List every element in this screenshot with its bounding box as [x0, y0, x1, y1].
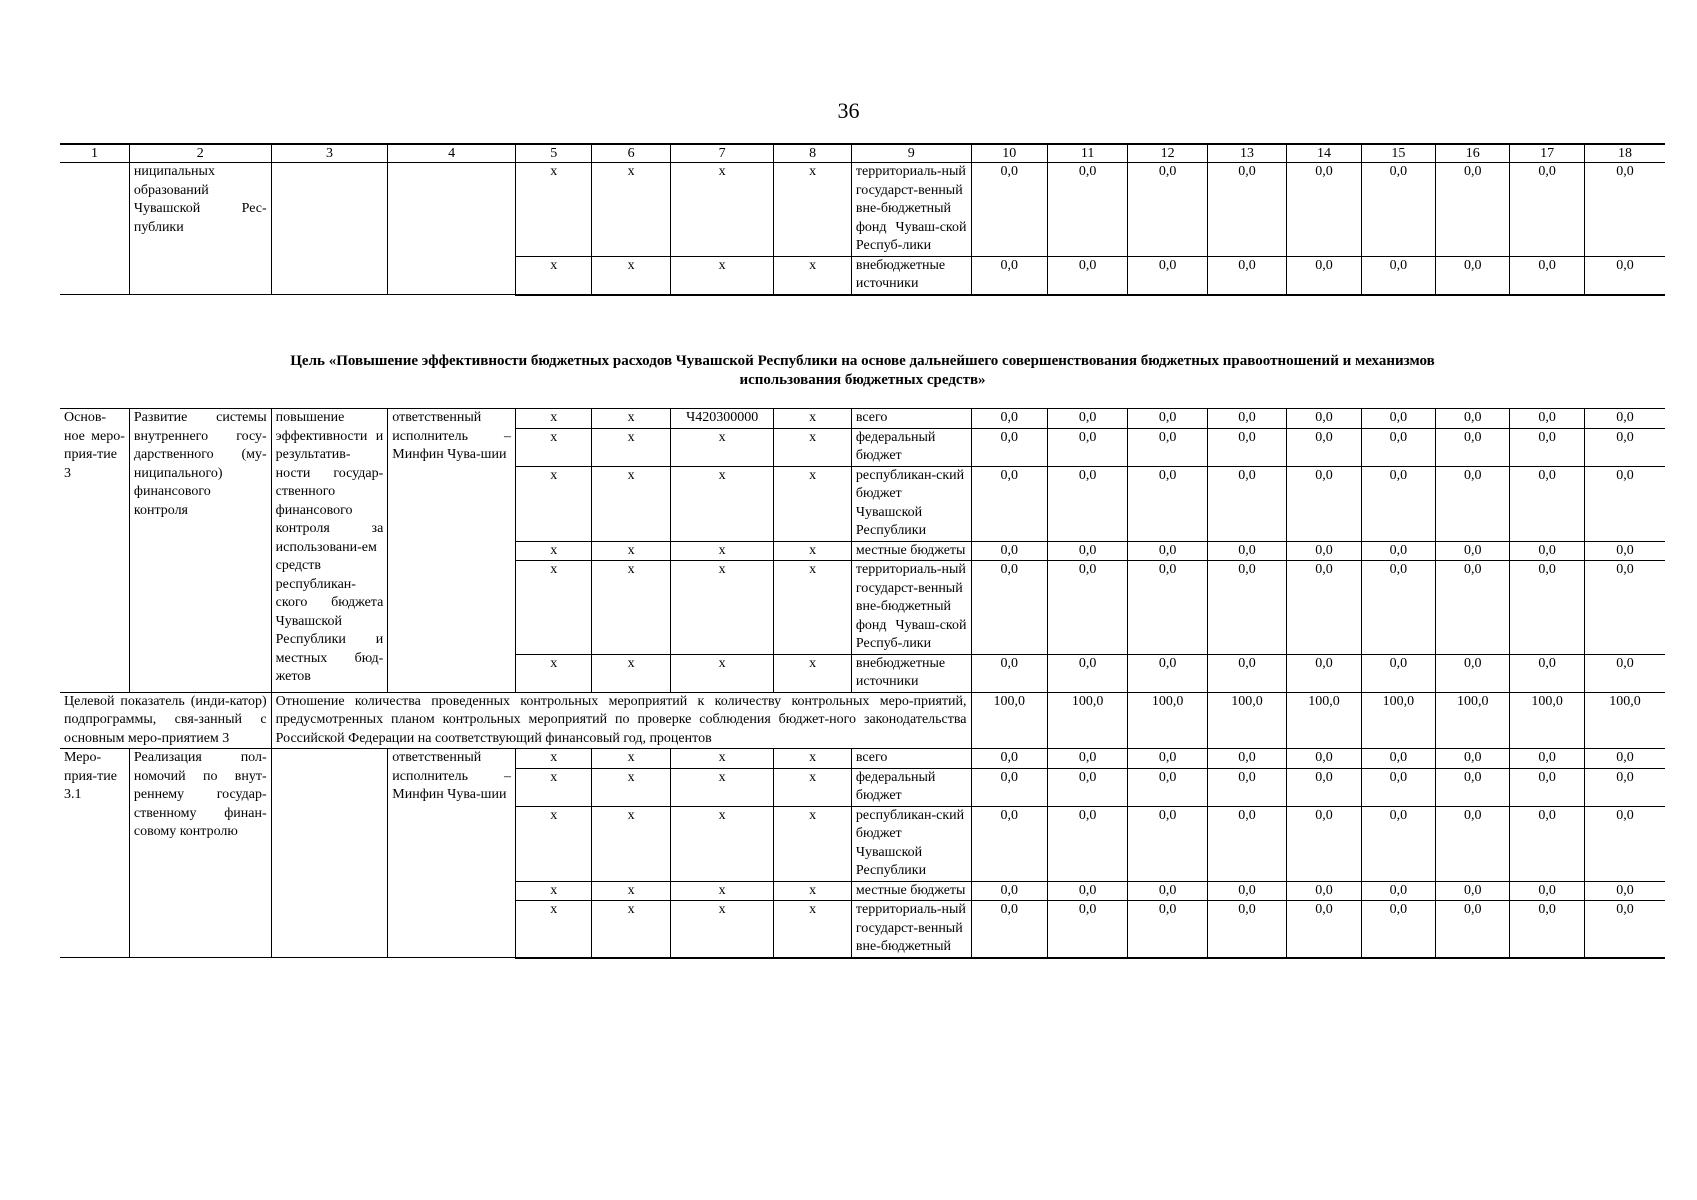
- value-cell: 0,0: [1436, 654, 1510, 692]
- value-cell: 0,0: [1128, 654, 1207, 692]
- code-cell: x: [516, 881, 592, 901]
- value-cell: 0,0: [1510, 163, 1584, 257]
- value-cell: 0,0: [1361, 466, 1435, 541]
- code-cell: x: [774, 428, 851, 466]
- value-cell: 0,0: [1510, 901, 1584, 958]
- cell-empty: [60, 163, 129, 295]
- value-cell: 0,0: [1287, 768, 1361, 806]
- value-cell: 0,0: [1510, 466, 1584, 541]
- col-header: 6: [592, 144, 670, 163]
- code-cell: x: [670, 881, 774, 901]
- value-cell: 0,0: [1287, 749, 1361, 769]
- value-cell: 0,0: [1510, 256, 1584, 295]
- col-header: 13: [1207, 144, 1286, 163]
- value-cell: 0,0: [1287, 428, 1361, 466]
- column-number-row: [60, 144, 1665, 163]
- col-header: 9: [851, 144, 971, 163]
- value-cell: 0,0: [1510, 654, 1584, 692]
- value-cell: 0,0: [1207, 749, 1286, 769]
- value-cell: 0,0: [971, 256, 1047, 295]
- code-cell: x: [774, 256, 851, 295]
- budget-code: Ч420300000: [670, 409, 774, 429]
- value-cell: 0,0: [1207, 466, 1286, 541]
- value-cell: 0,0: [1436, 541, 1510, 561]
- measure-name: ниципальных образований Чувашской Рес-публики: [129, 163, 271, 295]
- value-cell: 0,0: [1510, 749, 1584, 769]
- value-cell: 0,0: [1207, 561, 1286, 655]
- col-header: 15: [1361, 144, 1435, 163]
- code-cell: x: [774, 561, 851, 655]
- value-cell: 0,0: [1047, 561, 1127, 655]
- code-cell: x: [670, 749, 774, 769]
- value-cell: 0,0: [1584, 541, 1665, 561]
- col-header: 7: [670, 144, 774, 163]
- value-cell: 0,0: [1584, 901, 1665, 958]
- value-cell: 0,0: [971, 901, 1047, 958]
- value-cell: 0,0: [1510, 561, 1584, 655]
- indicator-value: 100,0: [1584, 692, 1665, 749]
- col-header: 8: [774, 144, 851, 163]
- table-row: [60, 409, 1665, 429]
- col-header: 3: [271, 144, 388, 163]
- indicator-value: 100,0: [1128, 692, 1207, 749]
- funding-source: республикан-ский бюджет Чувашской Республики: [851, 466, 971, 541]
- indicator-text: Отношение количества проведенных контрольных мероприятий к количеству контрольных меро-приятий, предусмотренных планом контрольных мероприятий по проверке соблюдения бюджет-ного законодательства Российской Федерации на соответствующий финансовый год, процентов: [271, 692, 971, 749]
- value-cell: 0,0: [1584, 256, 1665, 295]
- value-cell: 0,0: [1361, 806, 1435, 881]
- col-header: 1: [60, 144, 129, 163]
- value-cell: 0,0: [1207, 901, 1286, 958]
- value-cell: 0,0: [1436, 163, 1510, 257]
- code-cell: x: [592, 428, 670, 466]
- funding-source: территориаль-ный государст-венный вне-бюджетный фонд Чуваш-ской Респуб-лики: [851, 163, 971, 257]
- code-cell: x: [516, 654, 592, 692]
- code-cell: x: [670, 428, 774, 466]
- value-cell: 0,0: [1361, 163, 1435, 257]
- value-cell: 0,0: [1047, 409, 1127, 429]
- indicator-row: [60, 692, 1665, 749]
- funding-source: внебюджетные источники: [851, 654, 971, 692]
- funding-source: республикан-ский бюджет Чувашской Республики: [851, 806, 971, 881]
- value-cell: 0,0: [1207, 409, 1286, 429]
- value-cell: 0,0: [1361, 428, 1435, 466]
- value-cell: 0,0: [1584, 561, 1665, 655]
- indicator-value: 100,0: [1361, 692, 1435, 749]
- value-cell: 0,0: [971, 163, 1047, 257]
- value-cell: 0,0: [1047, 654, 1127, 692]
- cell-empty: [271, 163, 388, 295]
- value-cell: 0,0: [1584, 654, 1665, 692]
- value-cell: 0,0: [1207, 541, 1286, 561]
- goal-line-2: использования бюджетных средств»: [739, 372, 986, 388]
- code-cell: x: [774, 654, 851, 692]
- value-cell: 0,0: [1436, 881, 1510, 901]
- funding-source: всего: [851, 749, 971, 769]
- funding-source: территориаль-ный государст-венный вне-бюджетный фонд Чуваш-ской Респуб-лики: [851, 561, 971, 655]
- value-cell: 0,0: [971, 806, 1047, 881]
- col-header: 16: [1436, 144, 1510, 163]
- value-cell: 0,0: [1361, 541, 1435, 561]
- code-cell: x: [516, 806, 592, 881]
- col-header: 5: [516, 144, 592, 163]
- page-number: 36: [837, 98, 860, 123]
- value-cell: 0,0: [1510, 409, 1584, 429]
- value-cell: 0,0: [1047, 466, 1127, 541]
- value-cell: 0,0: [1128, 768, 1207, 806]
- code-cell: x: [592, 806, 670, 881]
- value-cell: 0,0: [971, 881, 1047, 901]
- value-cell: 0,0: [1207, 768, 1286, 806]
- value-cell: 0,0: [1128, 256, 1207, 295]
- code-cell: x: [670, 901, 774, 958]
- code-cell: x: [592, 901, 670, 958]
- code-cell: x: [516, 901, 592, 958]
- code-cell: x: [592, 409, 670, 429]
- code-cell: x: [774, 163, 851, 257]
- value-cell: 0,0: [1510, 541, 1584, 561]
- code-cell: x: [774, 881, 851, 901]
- value-cell: 0,0: [1207, 163, 1286, 257]
- table-row: [60, 749, 1665, 769]
- cell-empty: [388, 163, 516, 295]
- value-cell: 0,0: [1361, 561, 1435, 655]
- value-cell: 0,0: [1510, 806, 1584, 881]
- value-cell: 0,0: [1361, 768, 1435, 806]
- value-cell: 0,0: [1128, 561, 1207, 655]
- code-cell: x: [670, 806, 774, 881]
- goal-heading: [60, 352, 1665, 390]
- code-cell: x: [592, 654, 670, 692]
- value-cell: 0,0: [1436, 256, 1510, 295]
- code-cell: x: [670, 256, 774, 295]
- code-cell: x: [774, 749, 851, 769]
- value-cell: 0,0: [1047, 881, 1127, 901]
- col-header: 18: [1584, 144, 1665, 163]
- measure-type: Основ-ное меро-прия-тие 3: [60, 409, 129, 693]
- value-cell: 0,0: [1287, 654, 1361, 692]
- responsible-executor: ответственный исполнитель – Минфин Чува-шии: [388, 409, 516, 693]
- code-cell: x: [670, 654, 774, 692]
- indicator-value: 100,0: [1047, 692, 1127, 749]
- col-header: 2: [129, 144, 271, 163]
- value-cell: 0,0: [971, 541, 1047, 561]
- code-cell: x: [774, 541, 851, 561]
- value-cell: 0,0: [1128, 749, 1207, 769]
- value-cell: 0,0: [1584, 428, 1665, 466]
- funding-source: федеральный бюджет: [851, 428, 971, 466]
- value-cell: 0,0: [1436, 466, 1510, 541]
- col-header: 14: [1287, 144, 1361, 163]
- table-continuation: [60, 143, 1665, 296]
- value-cell: 0,0: [1584, 466, 1665, 541]
- code-cell: x: [670, 561, 774, 655]
- value-cell: 0,0: [1047, 768, 1127, 806]
- code-cell: x: [670, 466, 774, 541]
- value-cell: 0,0: [971, 654, 1047, 692]
- value-cell: 0,0: [1436, 901, 1510, 958]
- value-cell: 0,0: [1287, 541, 1361, 561]
- code-cell: x: [774, 768, 851, 806]
- col-header: 12: [1128, 144, 1207, 163]
- value-cell: 0,0: [1207, 654, 1286, 692]
- value-cell: 0,0: [1047, 806, 1127, 881]
- value-cell: 0,0: [1361, 881, 1435, 901]
- indicator-label: Целевой показатель (инди-катор) подпрограммы, свя-занный с основным меро-приятием 3: [60, 692, 271, 749]
- code-cell: x: [592, 541, 670, 561]
- value-cell: 0,0: [971, 749, 1047, 769]
- value-cell: 0,0: [1047, 256, 1127, 295]
- value-cell: 0,0: [1436, 428, 1510, 466]
- code-cell: x: [774, 901, 851, 958]
- col-header: 4: [388, 144, 516, 163]
- measure-goal: повышение эффективности и результатив-ности государ-ственного финансового контроля за использовани-ем средств республикан-ского бюджета Чувашской Республики и местных бюд-жетов: [271, 409, 388, 693]
- value-cell: 0,0: [1510, 881, 1584, 901]
- value-cell: 0,0: [1128, 806, 1207, 881]
- value-cell: 0,0: [1287, 806, 1361, 881]
- value-cell: 0,0: [1047, 901, 1127, 958]
- col-header: 11: [1047, 144, 1127, 163]
- value-cell: 0,0: [1510, 428, 1584, 466]
- code-cell: x: [516, 409, 592, 429]
- goal-line-1: Цель «Повышение эффективности бюджетных расходов Чувашской Республики на основе дальнейшего совершенствования бюджетных правоотношений и механизмов: [290, 353, 1435, 369]
- code-cell: x: [516, 749, 592, 769]
- code-cell: x: [516, 256, 592, 295]
- funding-source: территориаль-ный государст-венный вне-бюджетный: [851, 901, 971, 958]
- value-cell: 0,0: [1287, 163, 1361, 257]
- code-cell: x: [774, 466, 851, 541]
- value-cell: 0,0: [1436, 806, 1510, 881]
- measure-type: Меро-прия-тие 3.1: [60, 749, 129, 958]
- code-cell: x: [592, 749, 670, 769]
- value-cell: 0,0: [1128, 428, 1207, 466]
- code-cell: x: [592, 561, 670, 655]
- value-cell: 0,0: [971, 409, 1047, 429]
- value-cell: 0,0: [1047, 541, 1127, 561]
- value-cell: 0,0: [1128, 466, 1207, 541]
- funding-source: внебюджетные источники: [851, 256, 971, 295]
- code-cell: x: [592, 768, 670, 806]
- value-cell: 0,0: [1207, 881, 1286, 901]
- funding-source: местные бюджеты: [851, 881, 971, 901]
- code-cell: x: [516, 428, 592, 466]
- value-cell: 0,0: [1047, 428, 1127, 466]
- measure-name: Реализация пол-номочий по внут-реннему государ-ственному финан-совому контролю: [129, 749, 271, 958]
- value-cell: 0,0: [1047, 749, 1127, 769]
- value-cell: 0,0: [1436, 768, 1510, 806]
- value-cell: 0,0: [1128, 541, 1207, 561]
- value-cell: 0,0: [971, 428, 1047, 466]
- code-cell: x: [670, 163, 774, 257]
- code-cell: x: [592, 163, 670, 257]
- value-cell: 0,0: [1436, 561, 1510, 655]
- value-cell: 0,0: [1128, 163, 1207, 257]
- code-cell: x: [516, 561, 592, 655]
- value-cell: 0,0: [1361, 654, 1435, 692]
- value-cell: 0,0: [1287, 901, 1361, 958]
- value-cell: 0,0: [1207, 806, 1286, 881]
- value-cell: 0,0: [1584, 749, 1665, 769]
- code-cell: x: [592, 256, 670, 295]
- value-cell: 0,0: [1436, 409, 1510, 429]
- value-cell: 0,0: [1361, 901, 1435, 958]
- measure-name: Развитие системы внутреннего госу-дарственного (му-ниципального) финансового контроля: [129, 409, 271, 693]
- code-cell: x: [516, 768, 592, 806]
- table-row: [60, 163, 1665, 257]
- code-cell: x: [670, 768, 774, 806]
- value-cell: 0,0: [1128, 881, 1207, 901]
- value-cell: 0,0: [1584, 768, 1665, 806]
- value-cell: 0,0: [1287, 466, 1361, 541]
- indicator-value: 100,0: [1287, 692, 1361, 749]
- code-cell: x: [774, 806, 851, 881]
- code-cell: x: [774, 409, 851, 429]
- value-cell: 0,0: [1287, 881, 1361, 901]
- value-cell: 0,0: [971, 768, 1047, 806]
- code-cell: x: [516, 163, 592, 257]
- value-cell: 0,0: [971, 466, 1047, 541]
- value-cell: 0,0: [1128, 409, 1207, 429]
- code-cell: x: [516, 466, 592, 541]
- indicator-value: 100,0: [1436, 692, 1510, 749]
- cell-empty: [271, 749, 388, 958]
- value-cell: 0,0: [971, 561, 1047, 655]
- value-cell: 0,0: [1584, 163, 1665, 257]
- indicator-value: 100,0: [971, 692, 1047, 749]
- code-cell: x: [516, 541, 592, 561]
- code-cell: x: [670, 541, 774, 561]
- indicator-value: 100,0: [1510, 692, 1584, 749]
- value-cell: 0,0: [1287, 256, 1361, 295]
- value-cell: 0,0: [1584, 881, 1665, 901]
- value-cell: 0,0: [1128, 901, 1207, 958]
- value-cell: 0,0: [1047, 163, 1127, 257]
- value-cell: 0,0: [1287, 409, 1361, 429]
- value-cell: 0,0: [1510, 768, 1584, 806]
- code-cell: x: [592, 466, 670, 541]
- value-cell: 0,0: [1207, 428, 1286, 466]
- table-main: [60, 408, 1665, 959]
- col-header: 17: [1510, 144, 1584, 163]
- value-cell: 0,0: [1584, 409, 1665, 429]
- value-cell: 0,0: [1584, 806, 1665, 881]
- indicator-value: 100,0: [1207, 692, 1286, 749]
- funding-source: федеральный бюджет: [851, 768, 971, 806]
- funding-source: всего: [851, 409, 971, 429]
- value-cell: 0,0: [1361, 749, 1435, 769]
- value-cell: 0,0: [1207, 256, 1286, 295]
- value-cell: 0,0: [1361, 256, 1435, 295]
- col-header: 10: [971, 144, 1047, 163]
- value-cell: 0,0: [1361, 409, 1435, 429]
- responsible-executor: ответственный исполнитель – Минфин Чува-шии: [388, 749, 516, 958]
- value-cell: 0,0: [1287, 561, 1361, 655]
- funding-source: местные бюджеты: [851, 541, 971, 561]
- code-cell: x: [592, 881, 670, 901]
- value-cell: 0,0: [1436, 749, 1510, 769]
